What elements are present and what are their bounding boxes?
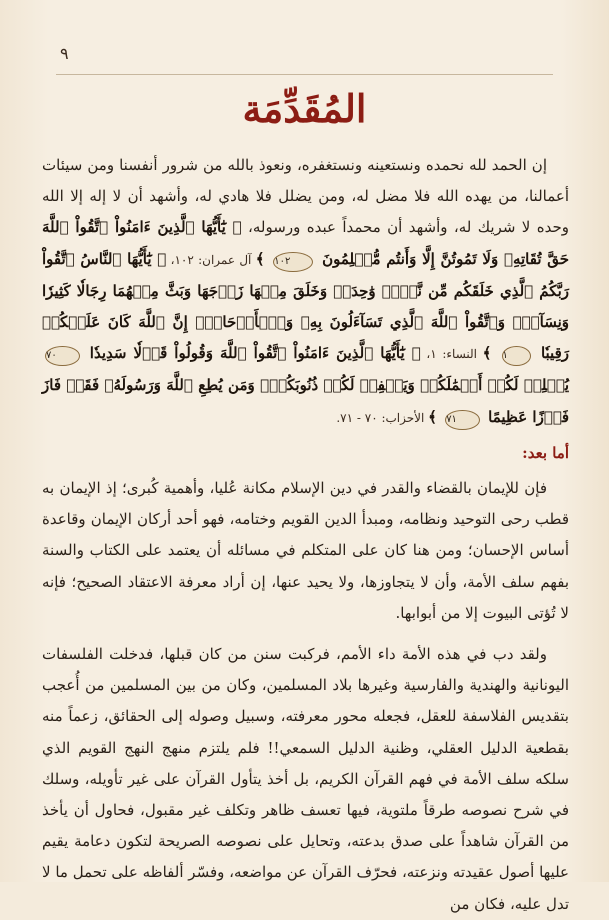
intro-text: إن الحمد لله نحمده ونستعينه ونستغفره، ونعوذ بالله من شرور أنفسنا ومن سيئات أعمالنا، من يهده الله فلا مضل له، ومن يضلل فلا هادي له، وأشهد أن لا إله إلا الله وحده لا شريك له، وأشهد أن محمداً عبده ورسوله، [42, 156, 569, 237]
page-number: ٩ [60, 44, 69, 63]
quran-verse-3b: يُصۡلِحۡ لَكُمۡ أَعۡمَٰلَكُمۡ وَيَغۡفِرۡ لَكُمۡ ذُنُوبَكُمۡۗ وَمَن يُطِعِ ٱللَّهَ وَرَسُولَهُۥ فَقَدۡ فَازَ فَوۡزًا عَظِيمًا [42, 376, 569, 426]
intro-paragraph [42, 150, 569, 434]
verse-number-102: ١٠٢ [273, 252, 313, 272]
citation-an-nisa: النساء: ١، [420, 347, 483, 362]
header-rule [56, 74, 553, 75]
quran-verse-1-close: ﴾ [255, 249, 271, 268]
paragraph-2: ولقد دب في هذه الأمة داء الأمم، فركبت سنن من كان قبلها، فدخلت الفلسفات اليونانية والهندية والفارسية وغيرها بلاد المسلمين، وكان من بين المسلمين من أُعجب بتقديس الفلاسفة للعقل، فجعله محور معرفته، وسبيل وصوله إلى الحقائق، زعماً منه بقطعية الدليل العقلي، وظنية الدليل السمعي!! فلم يلتزم منهج النهج القويم الذي سلكه سلف الأمة في فهم القرآن الكريم، بل أخذ يتأول القرآن على غير تأويله، وسلك في شرح نصوصه طرقاً ملتوية، فيها تعسف ظاهر وتكلف غير مقبول، فحاول أن يأخذ من القرآن شاهداً على صدق بدعته، وتحايل على نصوصه الصريحة لتكون دعامة يقيم عليها أصول عقيدته ونزعته، فحرّف القرآن عن مواضعه، وفسّر ألفاظه على تحمل ما لا تدل عليه، فكان من [42, 645, 569, 913]
quran-verse-3: ﴿ يَٰٓأَيُّهَا ٱلَّذِينَ ءَامَنُواْ ٱتَّقُواْ ٱللَّهَ وَقُولُواْ قَوۡلٗا سَدِيدٗا [82, 344, 421, 363]
verse-number-1: ١ [502, 346, 531, 366]
quran-verse-3-close: ﴾ [428, 407, 443, 426]
verse-number-70: ٧٠ [45, 346, 80, 366]
quran-verse-2-close: ﴾ [482, 344, 499, 363]
quran-verse-2: ﴿ يَٰٓأَيُّهَا ٱلنَّاسُ ٱتَّقُواْ رَبَّكُمُ ٱلَّذِي خَلَقَكُم مِّن نَّفۡسٖ وَٰحِدَةٖ وَخَلَقَ مِنۡهَا زَوۡجَهَا وَبَثَّ مِنۡهُمَا رِجَالٗا كَثِيرٗا وَنِسَآءٗۚ وَٱتَّقُواْ ٱللَّهَ ٱلَّذِي تَسَآءَلُونَ بِهِۦ وَٱلۡأَرۡحَامَۚ إِنَّ ٱللَّهَ كَانَ عَلَيۡكُمۡ رَقِيبٗا [42, 249, 570, 363]
main-text [42, 150, 569, 920]
citation-al-imran: آل عمران: ١٠٢، [166, 252, 256, 267]
paragraph-1: فإن للإيمان بالقضاء والقدر في دين الإسلام مكانة عُليا، وأهمية كُبرى؛ إذ الإيمان به قطب رحى التوحيد ونظامه، ومبدأ الدين القويم وختامه، فهو أحد أركان الإيمان وقاعدة أساس الإحسان؛ ومن هنا كان على المتكلم في مسائله أن يعتمد على الكتاب والسنة بفهم سلف الأمة، وأن لا يتجاوزها، ولا يحيد عنها، إن أراد معرفة الاعتقاد الصحيح؛ فإنه لا تُؤتى البيوت إلا من أبوابها. [42, 479, 569, 622]
paragraph-gap [42, 629, 569, 639]
section-subheading: أما بعد: [522, 443, 569, 462]
citation-al-ahzab: الأحزاب: ٧٠ - ٧١. [336, 410, 429, 425]
page-title: المُقَدِّمَة [242, 86, 367, 131]
verse-number-71: ٧١ [445, 410, 480, 430]
quran-verse-1: ﴿ يَٰٓأَيُّهَا ٱلَّذِينَ ءَامَنُواْ ٱتَّقُواْ ٱللَّهَ حَقَّ تُقَاتِهِۦ وَلَا تَمُوتُنَّ إِلَّا وَأَنتُم مُّسۡلِمُونَ [42, 218, 570, 268]
